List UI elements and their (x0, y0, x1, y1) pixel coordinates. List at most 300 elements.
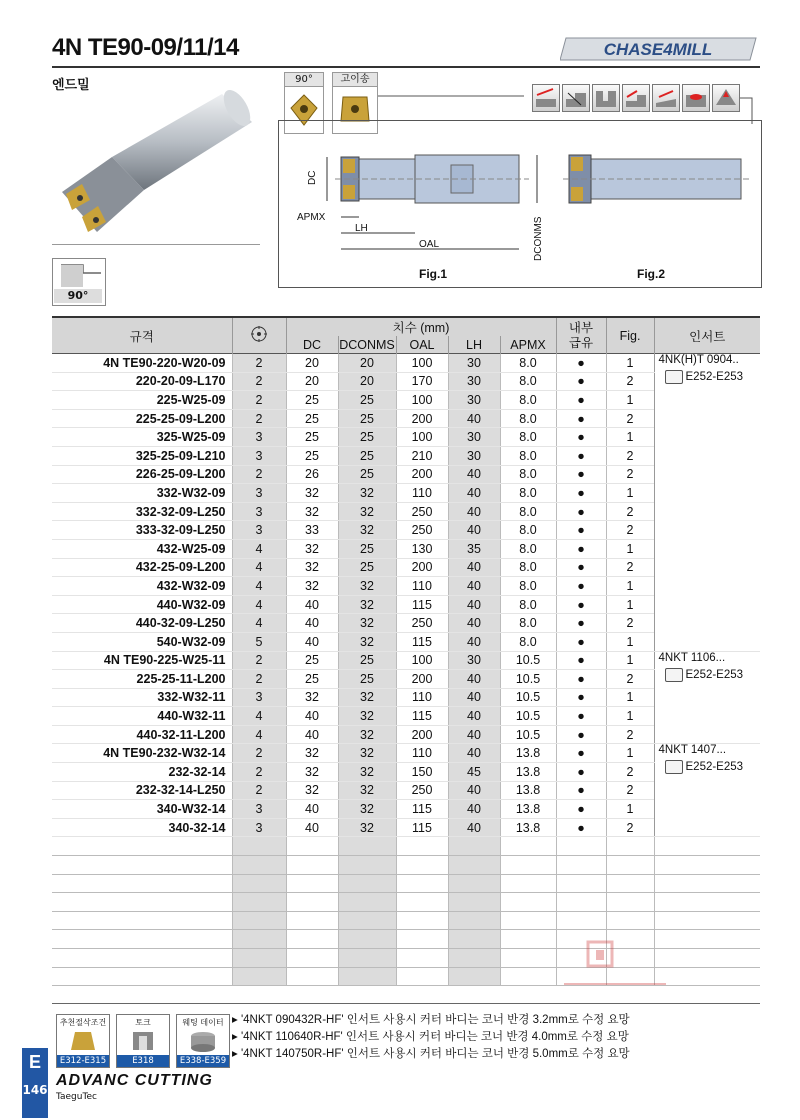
insert-cell (654, 354, 760, 652)
empty-cell (338, 967, 396, 986)
spec-cell: 440-W32-11 (52, 707, 232, 726)
dc-cell: 25 (286, 651, 338, 670)
apmx-cell: 10.5 (500, 670, 556, 689)
empty-cell (286, 911, 338, 930)
spec-cell: 540-W32-09 (52, 632, 232, 651)
lh-cell: 40 (448, 744, 500, 763)
insert-page-link[interactable] (665, 370, 744, 384)
dconms-cell: 25 (338, 446, 396, 465)
tile-ref: E312-E315 (57, 1055, 109, 1067)
cutting-conditions-tile[interactable] (56, 1014, 110, 1068)
shoulder-mill-icon (562, 84, 590, 112)
empty-cell (654, 911, 760, 930)
empty-cell (556, 893, 606, 912)
z-cell: 3 (232, 502, 286, 521)
empty-cell (556, 856, 606, 875)
cool-cell: ● (556, 688, 606, 707)
oal-cell: 110 (396, 688, 448, 707)
dconms-cell: 32 (338, 688, 396, 707)
cool-cell: ● (556, 632, 606, 651)
fig-cell: 1 (606, 595, 654, 614)
fig-cell: 2 (606, 372, 654, 391)
apmx-cell: 8.0 (500, 484, 556, 503)
dconms-cell: 32 (338, 763, 396, 782)
empty-cell (396, 967, 448, 986)
brand-logo (560, 34, 760, 64)
col-fig: Fig. (606, 317, 654, 354)
apmx-cell: 13.8 (500, 818, 556, 837)
z-cell: 2 (232, 763, 286, 782)
fig-cell: 2 (606, 502, 654, 521)
oal-cell: 115 (396, 800, 448, 819)
empty-cell (448, 930, 500, 949)
oal-cell: 130 (396, 539, 448, 558)
oal-cell: 200 (396, 558, 448, 577)
footnote-3: ▸ '4NKT 140750R-HF' 인서트 사용시 커터 바디는 코너 반경 5.0mm로 수정 요망 (232, 1048, 630, 1060)
oal-cell: 100 (396, 391, 448, 410)
empty-cell (606, 874, 654, 893)
cool-cell: ● (556, 539, 606, 558)
empty-cell (232, 949, 286, 968)
col-lh: LH (448, 336, 500, 354)
lh-cell: 45 (448, 763, 500, 782)
insert-code: 4NK(H)T 0904.. (658, 354, 739, 366)
col-spec: 규격 (52, 317, 232, 354)
table-row (52, 409, 760, 428)
dconms-cell: 32 (338, 744, 396, 763)
fig-cell: 1 (606, 539, 654, 558)
z-cell: 4 (232, 595, 286, 614)
table-row (52, 502, 760, 521)
fig2-label: Fig.2 (637, 267, 666, 281)
oal-cell: 100 (396, 428, 448, 447)
bullet-icon: ▸ (232, 1014, 241, 1026)
cool-cell: ● (556, 502, 606, 521)
title-divider (52, 66, 760, 68)
spec-table (52, 316, 760, 986)
spec-cell: 333-32-09-L250 (52, 521, 232, 540)
empty-cell (338, 911, 396, 930)
lh-cell: 40 (448, 465, 500, 484)
cool-cell: ● (556, 354, 606, 373)
table-row (52, 539, 760, 558)
col-insert: 인서트 (654, 317, 760, 354)
lh-cell: 30 (448, 354, 500, 373)
spec-cell: 4N TE90-225-W25-11 (52, 651, 232, 670)
dconms-cell: 20 (338, 354, 396, 373)
empty-cell (396, 856, 448, 875)
apmx-cell: 8.0 (500, 354, 556, 373)
dc-cell: 32 (286, 484, 338, 503)
empty-row (52, 874, 760, 893)
slot-mill-icon (592, 84, 620, 112)
empty-cell (286, 930, 338, 949)
table-row (52, 372, 760, 391)
z-cell: 2 (232, 651, 286, 670)
empty-cell (606, 911, 654, 930)
dc-cell: 32 (286, 539, 338, 558)
dc-cell: 32 (286, 763, 338, 782)
lh-cell: 30 (448, 391, 500, 410)
apmx-cell: 8.0 (500, 502, 556, 521)
lh-cell: 40 (448, 409, 500, 428)
empty-cell (448, 893, 500, 912)
z-cell: 2 (232, 670, 286, 689)
cool-cell: ● (556, 391, 606, 410)
technical-drawing (278, 120, 762, 288)
apmx-cell: 13.8 (500, 800, 556, 819)
fig-cell: 1 (606, 632, 654, 651)
oal-cell: 250 (396, 521, 448, 540)
fig-cell: 1 (606, 577, 654, 596)
apmx-cell: 8.0 (500, 595, 556, 614)
cool-cell: ● (556, 428, 606, 447)
fig-cell: 1 (606, 428, 654, 447)
oal-cell: 110 (396, 484, 448, 503)
cool-cell: ● (556, 558, 606, 577)
empty-cell (286, 856, 338, 875)
empty-cell (286, 949, 338, 968)
empty-cell (52, 856, 232, 875)
dc-cell: 40 (286, 800, 338, 819)
dconms-cell: 25 (338, 428, 396, 447)
fig-cell: 2 (606, 558, 654, 577)
lh-cell: 30 (448, 428, 500, 447)
cool-cell: ● (556, 595, 606, 614)
insert-page-link[interactable] (665, 668, 744, 682)
footnote-1: ▸ '4NKT 090432R-HF' 인서트 사용시 커터 바디는 코너 반경 3.2mm로 수정 요망 (232, 1014, 630, 1026)
cool-cell: ● (556, 614, 606, 633)
svg-text:DCONMS: DCONMS (533, 216, 544, 261)
apmx-cell: 8.0 (500, 577, 556, 596)
spec-cell: 220-20-09-L170 (52, 372, 232, 391)
empty-cell (448, 949, 500, 968)
cool-cell: ● (556, 577, 606, 596)
table-row (52, 446, 760, 465)
cool-cell: ● (556, 670, 606, 689)
spec-cell: 340-32-14 (52, 818, 232, 837)
empty-cell (232, 930, 286, 949)
dc-cell: 25 (286, 446, 338, 465)
empty-cell (448, 874, 500, 893)
z-cell: 2 (232, 372, 286, 391)
brand-sub: TaeguTec (56, 1092, 97, 1102)
col-dims-group: 치수 (mm) (286, 317, 556, 336)
spec-cell: 432-W25-09 (52, 539, 232, 558)
table-row (52, 707, 760, 726)
cool-cell: ● (556, 763, 606, 782)
empty-row (52, 911, 760, 930)
empty-cell (396, 874, 448, 893)
dc-cell: 40 (286, 818, 338, 837)
table-row (52, 391, 760, 410)
empty-cell (232, 967, 286, 986)
z-cell: 3 (232, 800, 286, 819)
lh-cell: 40 (448, 558, 500, 577)
footer-divider (52, 1003, 760, 1004)
oal-cell: 110 (396, 577, 448, 596)
lh-cell: 40 (448, 632, 500, 651)
lh-cell: 40 (448, 521, 500, 540)
svg-text:OAL: OAL (419, 239, 440, 250)
dconms-cell: 32 (338, 725, 396, 744)
lh-cell: 40 (448, 595, 500, 614)
oal-cell: 200 (396, 670, 448, 689)
tile-title: 웨팅 데이터 (182, 1018, 224, 1027)
tile-title: 추천절삭조건 (59, 1018, 107, 1027)
insert-code: 4NKT 1106... (658, 651, 726, 664)
dc-cell: 32 (286, 781, 338, 800)
lh-cell: 40 (448, 725, 500, 744)
empty-cell (606, 837, 654, 856)
table-row (52, 614, 760, 633)
z-cell: 4 (232, 577, 286, 596)
product-divider (52, 244, 260, 245)
table-row (52, 558, 760, 577)
empty-cell (654, 856, 760, 875)
apmx-cell: 13.8 (500, 744, 556, 763)
empty-cell (338, 930, 396, 949)
oal-cell: 110 (396, 744, 448, 763)
empty-cell (396, 893, 448, 912)
empty-cell (556, 874, 606, 893)
table-row (52, 632, 760, 651)
fig-cell: 2 (606, 725, 654, 744)
z-cell: 4 (232, 539, 286, 558)
lh-cell: 40 (448, 707, 500, 726)
dc-cell: 40 (286, 707, 338, 726)
svg-text:CHASE4MILL: CHASE4MILL (603, 40, 713, 59)
table-row (52, 670, 760, 689)
empty-cell (52, 893, 232, 912)
footnote-2: ▸ '4NKT 110640R-HF' 인서트 사용시 커터 바디는 코너 반경 4.0mm로 수정 요망 (232, 1031, 629, 1043)
apmx-cell: 8.0 (500, 521, 556, 540)
col-apmx: APMX (500, 336, 556, 354)
oal-cell: 115 (396, 595, 448, 614)
empty-cell (286, 967, 338, 986)
empty-cell (232, 837, 286, 856)
dconms-cell: 32 (338, 577, 396, 596)
oal-cell: 200 (396, 409, 448, 428)
apmx-cell: 10.5 (500, 707, 556, 726)
col-dconms: DCONMS (339, 337, 395, 352)
cool-cell: ● (556, 744, 606, 763)
z-cell: 2 (232, 391, 286, 410)
spec-cell: 226-25-09-L200 (52, 465, 232, 484)
dconms-cell: 25 (338, 539, 396, 558)
cool-cell: ● (556, 707, 606, 726)
spec-cell: 332-W32-11 (52, 688, 232, 707)
dc-cell: 32 (286, 558, 338, 577)
apmx-cell: 10.5 (500, 651, 556, 670)
dconms-cell: 32 (338, 818, 396, 837)
empty-cell (556, 911, 606, 930)
apmx-cell: 8.0 (500, 372, 556, 391)
insert-page-link[interactable] (665, 760, 744, 774)
ramping-icon (652, 84, 680, 112)
fig-cell: 1 (606, 800, 654, 819)
empty-cell (52, 911, 232, 930)
empty-cell (500, 911, 556, 930)
spec-cell: 440-32-09-L250 (52, 614, 232, 633)
apmx-cell: 10.5 (500, 725, 556, 744)
bullet-icon: ▸ (232, 1031, 241, 1043)
spec-cell: 325-25-09-L210 (52, 446, 232, 465)
empty-cell (338, 856, 396, 875)
table-row (52, 484, 760, 503)
spec-cell: 232-32-14 (52, 763, 232, 782)
reference-book-icon (665, 760, 683, 774)
fig-cell: 2 (606, 781, 654, 800)
lh-cell: 40 (448, 502, 500, 521)
z-cell: 5 (232, 632, 286, 651)
dc-cell: 32 (286, 744, 338, 763)
technical-data-tile[interactable] (176, 1014, 230, 1068)
dc-cell: 40 (286, 725, 338, 744)
oal-cell: 115 (396, 707, 448, 726)
table-row (52, 577, 760, 596)
torque-tile[interactable] (116, 1014, 170, 1068)
z-cell: 4 (232, 614, 286, 633)
brand-footer: ADVANC CUTTING (56, 1072, 213, 1089)
z-cell: 2 (232, 744, 286, 763)
spec-cell: 225-25-11-L200 (52, 670, 232, 689)
technical-data-icon (177, 1028, 229, 1054)
oal-cell: 115 (396, 632, 448, 651)
dconms-cell: 32 (338, 707, 396, 726)
col-dc: DC (286, 336, 338, 354)
spec-cell: 432-W32-09 (52, 577, 232, 596)
empty-cell (286, 874, 338, 893)
svg-text:APMX: APMX (297, 212, 326, 223)
fig-cell: 2 (606, 614, 654, 633)
empty-cell (52, 874, 232, 893)
dconms-cell: 25 (338, 651, 396, 670)
lh-cell: 40 (448, 614, 500, 633)
spec-cell: 340-W32-14 (52, 800, 232, 819)
apmx-cell: 8.0 (500, 465, 556, 484)
cool-cell: ● (556, 781, 606, 800)
empty-cell (338, 874, 396, 893)
reference-book-icon (665, 370, 683, 384)
lh-cell: 30 (448, 446, 500, 465)
lh-cell: 40 (448, 577, 500, 596)
watermark-logo (560, 938, 670, 1002)
spec-cell: 225-25-09-L200 (52, 409, 232, 428)
plunge-icon (712, 84, 740, 112)
z-cell: 4 (232, 725, 286, 744)
fig-cell: 1 (606, 744, 654, 763)
lh-cell: 35 (448, 539, 500, 558)
dc-cell: 40 (286, 595, 338, 614)
table-row (52, 781, 760, 800)
spec-cell: 440-W32-09 (52, 595, 232, 614)
apmx-cell: 8.0 (500, 539, 556, 558)
z-cell: 3 (232, 818, 286, 837)
section-letter: E (28, 1052, 41, 1072)
empty-cell (338, 949, 396, 968)
table-row (52, 725, 760, 744)
empty-cell (606, 893, 654, 912)
apmx-cell: 13.8 (500, 763, 556, 782)
fig-cell: 2 (606, 670, 654, 689)
dconms-cell: 32 (338, 502, 396, 521)
dc-cell: 32 (286, 502, 338, 521)
apmx-cell: 13.8 (500, 781, 556, 800)
lh-cell: 40 (448, 800, 500, 819)
dconms-cell: 32 (338, 614, 396, 633)
empty-cell (500, 967, 556, 986)
empty-row (52, 856, 760, 875)
empty-cell (654, 893, 760, 912)
spec-cell: 232-32-14-L250 (52, 781, 232, 800)
dc-cell: 25 (286, 670, 338, 689)
angle-label: 90° (54, 289, 102, 303)
lh-cell: 40 (448, 781, 500, 800)
insert-cell (654, 744, 760, 837)
apmx-cell: 8.0 (500, 409, 556, 428)
empty-cell (500, 949, 556, 968)
table-row (52, 595, 760, 614)
dconms-cell: 20 (338, 372, 396, 391)
dconms-cell: 32 (338, 632, 396, 651)
reference-book-icon (665, 668, 683, 682)
z-cell: 2 (232, 465, 286, 484)
fig-cell: 2 (606, 818, 654, 837)
table-row (52, 651, 760, 670)
cool-cell: ● (556, 372, 606, 391)
tile-ref: E318 (117, 1055, 169, 1067)
col-coolant: 내부 급유 (556, 317, 606, 354)
insert-90-label: 90° (284, 72, 324, 88)
z-cell: 4 (232, 707, 286, 726)
spec-cell: 332-W32-09 (52, 484, 232, 503)
empty-cell (286, 893, 338, 912)
table-row (52, 800, 760, 819)
apmx-cell: 8.0 (500, 632, 556, 651)
lh-cell: 30 (448, 372, 500, 391)
oal-cell: 250 (396, 614, 448, 633)
dconms-cell: 32 (338, 781, 396, 800)
spec-cell: 432-25-09-L200 (52, 558, 232, 577)
empty-cell (606, 856, 654, 875)
z-cell: 2 (232, 781, 286, 800)
empty-cell (232, 893, 286, 912)
spec-cell: 332-32-09-L250 (52, 502, 232, 521)
fig-cell: 2 (606, 446, 654, 465)
table-row (52, 521, 760, 540)
empty-cell (448, 911, 500, 930)
table-row (52, 744, 760, 763)
dc-cell: 33 (286, 521, 338, 540)
page-subtitle: 엔드밀 (52, 78, 90, 93)
cool-cell: ● (556, 446, 606, 465)
z-cell: 3 (232, 688, 286, 707)
insert-cell (654, 651, 760, 744)
fig-cell: 1 (606, 688, 654, 707)
col-teeth (232, 317, 286, 354)
section-tab[interactable] (22, 1048, 48, 1118)
dc-cell: 20 (286, 354, 338, 373)
fig-cell: 1 (606, 354, 654, 373)
dc-cell: 40 (286, 632, 338, 651)
empty-row (52, 837, 760, 856)
oal-cell: 115 (396, 818, 448, 837)
dconms-cell: 25 (338, 670, 396, 689)
z-cell: 2 (232, 354, 286, 373)
empty-cell (52, 930, 232, 949)
helical-icon (682, 84, 710, 112)
